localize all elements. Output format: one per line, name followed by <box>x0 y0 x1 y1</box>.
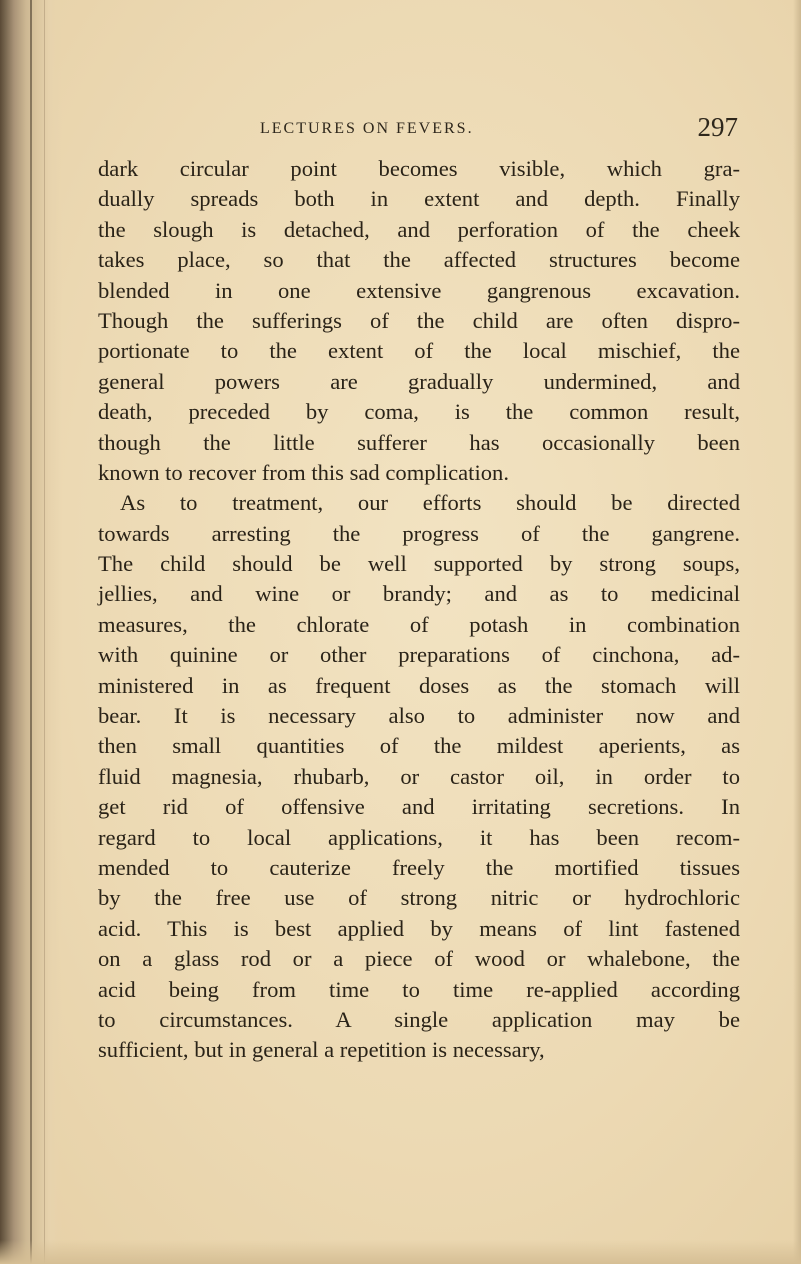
text-line: bear. It is necessary also to administer now and <box>98 703 740 729</box>
text-line: portionate to the extent of the local mischief, the <box>98 338 740 364</box>
binding-crease <box>30 0 32 1264</box>
page-number: 297 <box>697 112 738 142</box>
text-line: jellies, and wine or brandy; and as to medicinal <box>98 581 740 607</box>
page-header <box>80 108 742 148</box>
text-line: The child should be well supported by strong soups, <box>98 551 740 577</box>
text-line: though the little sufferer has occasionally been <box>98 429 740 455</box>
text-line: the slough is detached, and perforation of the cheek <box>98 216 740 242</box>
text-line: regard to local applications, it has been recom- <box>98 824 740 850</box>
text-line-paragraph-end: known to recover from this sad complication. <box>98 459 509 485</box>
text-line: towards arresting the progress of the gangrene. <box>98 520 740 546</box>
text-line: ministered in as frequent doses as the stomach will <box>98 672 740 698</box>
text-line: dark circular point becomes visible, which gra- <box>98 156 740 181</box>
text-line: blended in one extensive gangrenous excavation. <box>98 277 740 303</box>
text-line: dually spreads both in extent and depth. Finally <box>98 186 740 212</box>
text-line: sufficient, but in general a repetition is necessary, <box>98 1037 545 1063</box>
text-line: death, preceded by coma, is the common result, <box>98 399 740 425</box>
text-line: Though the sufferings of the child are often dispro- <box>98 307 740 333</box>
text-line: mended to cauterize freely the mortified tissues <box>98 854 740 880</box>
text-line: then small quantities of the mildest aperients, as <box>98 733 740 759</box>
page-right-edge <box>793 0 801 1264</box>
text-line: get rid of offensive and irritating secretions. In <box>98 794 740 820</box>
text-line: to circumstances. A single application may be <box>98 1006 740 1032</box>
text-line: measures, the chlorate of potash in combination <box>98 611 740 637</box>
text-line: general powers are gradually undermined, and <box>98 368 740 394</box>
binding-crease-secondary <box>44 0 45 1264</box>
text-line: acid being from time to time re-applied according <box>98 976 740 1002</box>
running-title: LECTURES ON FEVERS. <box>260 120 474 137</box>
body-text <box>98 154 740 1066</box>
text-line: by the free use of strong nitric or hydrochloric <box>98 885 740 911</box>
text-line-paragraph-start: As to treatment, our efforts should be directed <box>120 490 740 516</box>
text-line: on a glass rod or a piece of wood or whalebone, the <box>98 946 740 972</box>
text-line: takes place, so that the affected structures become <box>98 247 740 273</box>
text-line: with quinine or other preparations of cinchona, ad- <box>98 642 740 668</box>
page-bottom-edge <box>0 1240 801 1264</box>
text-line: acid. This is best applied by means of lint fastened <box>98 915 740 941</box>
text-line: fluid magnesia, rhubarb, or castor oil, in order to <box>98 763 740 789</box>
